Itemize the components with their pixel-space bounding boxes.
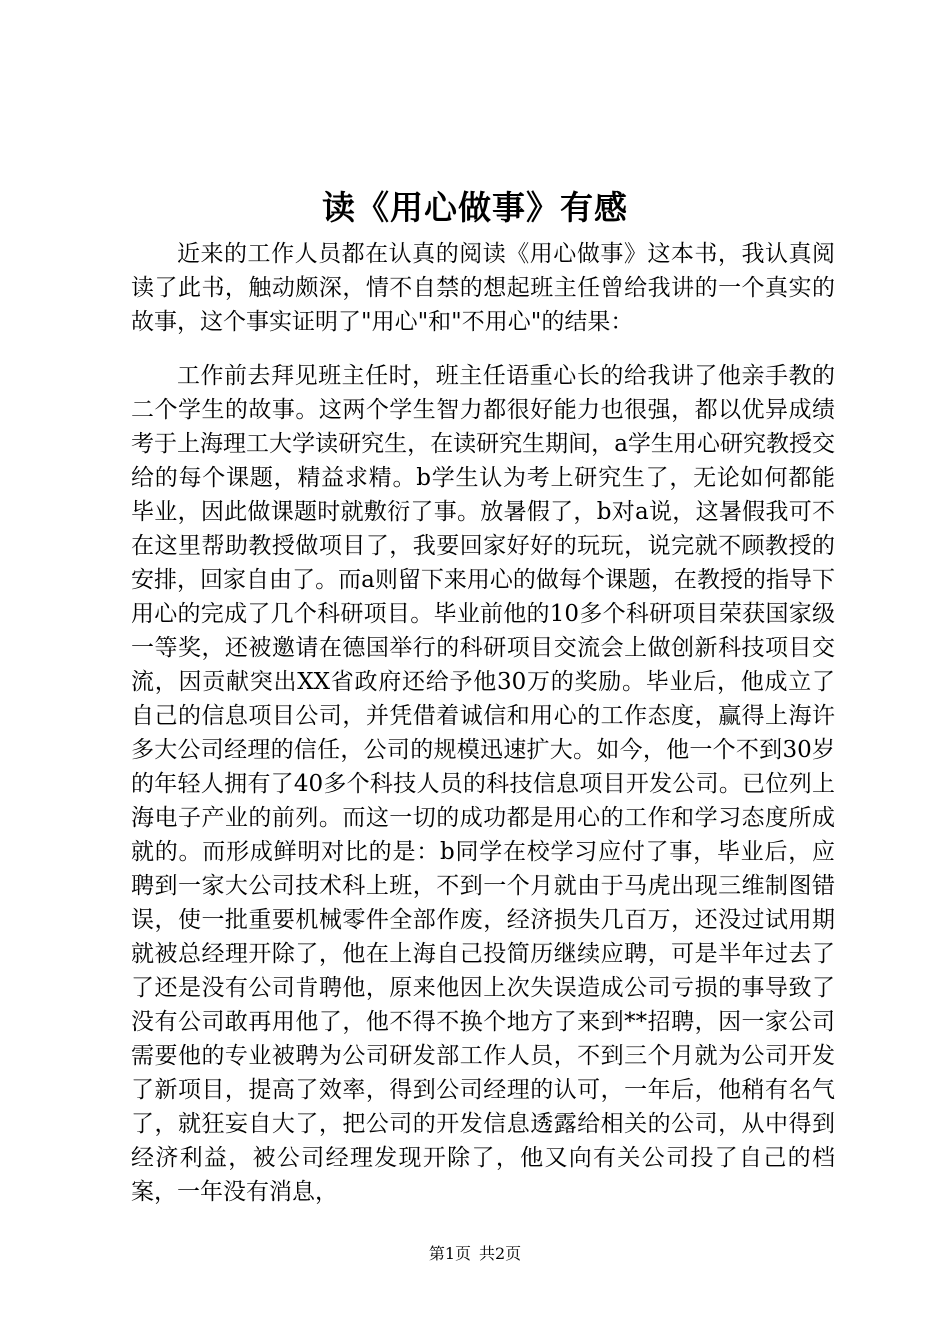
paragraph-story-block — [131, 359, 835, 1209]
page-footer — [0, 1243, 950, 1265]
page-number: 第1页 — [428, 1244, 471, 1263]
paragraph-intro-block — [131, 237, 835, 339]
paragraph-intro: 近来的工作人员都在认真的阅读《用心做事》这本书，我认真阅读了此书，触动颇深，情不自禁的想起班主任曾给我讲的一个真实的故事，这个事实证明了"用心"和"不用心"的结果： — [131, 241, 835, 335]
paragraph-story: 工作前去拜见班主任时，班主任语重心长的给我讲了他亲手教的二个学生的故事。这两个学生智力都很好能力也很强，都以优异成绩考于上海理工大学读研究生，在读研究生期间，a学生用心研究教授交给的每个课题，精益求精。b学生认为考上研究生了，无论如何都能毕业，因此做课题时就敷衍了事。放暑假了，b对a说，这暑假我可不在这里帮助教授做项目了，我要回家好好的玩玩，说完就不顾教授的安排，回家自由了。而a则留下来用心的做每个课题，在教授的指导下用心的完成了几个科研项目。毕业前他的10多个科研项目荣获国家级一等奖，还被邀请在德国举行的科研项目交流会上做创新科技项目交流，因贡献突出XX省政府还给予他30万的奖励。毕业后，他成立了自己的信息项目公司，并凭借着诚信和用心的工作态度，赢得上海许多大公司经理的信任，公司的规模迅速扩大。如今，他一个不到30岁的年轻人拥有了40多个科技人员的科技信息项目开发公司。已位列上海电子产业的前列。而这一切的成功都是用心的工作和学习态度所成就的。而形成鲜明对比的是：b同学在校学习应付了事，毕业后，应聘到一家大公司技术科上班，不到一个月就由于马虎出现三维制图错误，使一批重要机械零件全部作废，经济损失几百万，还没过试用期就被总经理开除了，他在上海自己投简历继续应聘，可是半年过去了了还是没有公司肯聘他，原来他因上次失误造成公司亏损的事导致了没有公司敢再用他了，他不得不换个地方了来到**招聘，因一家公司需要他的专业被聘为公司研发部工作人员，不到三个月就为公司开发了新项目，提高了效率，得到公司经理的认可，一年后，他稍有名气了，就狂妄自大了，把公司的开发信息透露给相关的公司，从中得到经济利益，被公司经理发现开除了，他又向有关公司投了自己的档案，一年没有消息， — [131, 363, 835, 1205]
document-title: 读《用心做事》有感 — [322, 188, 628, 227]
page-total: 共2页 — [479, 1244, 522, 1263]
